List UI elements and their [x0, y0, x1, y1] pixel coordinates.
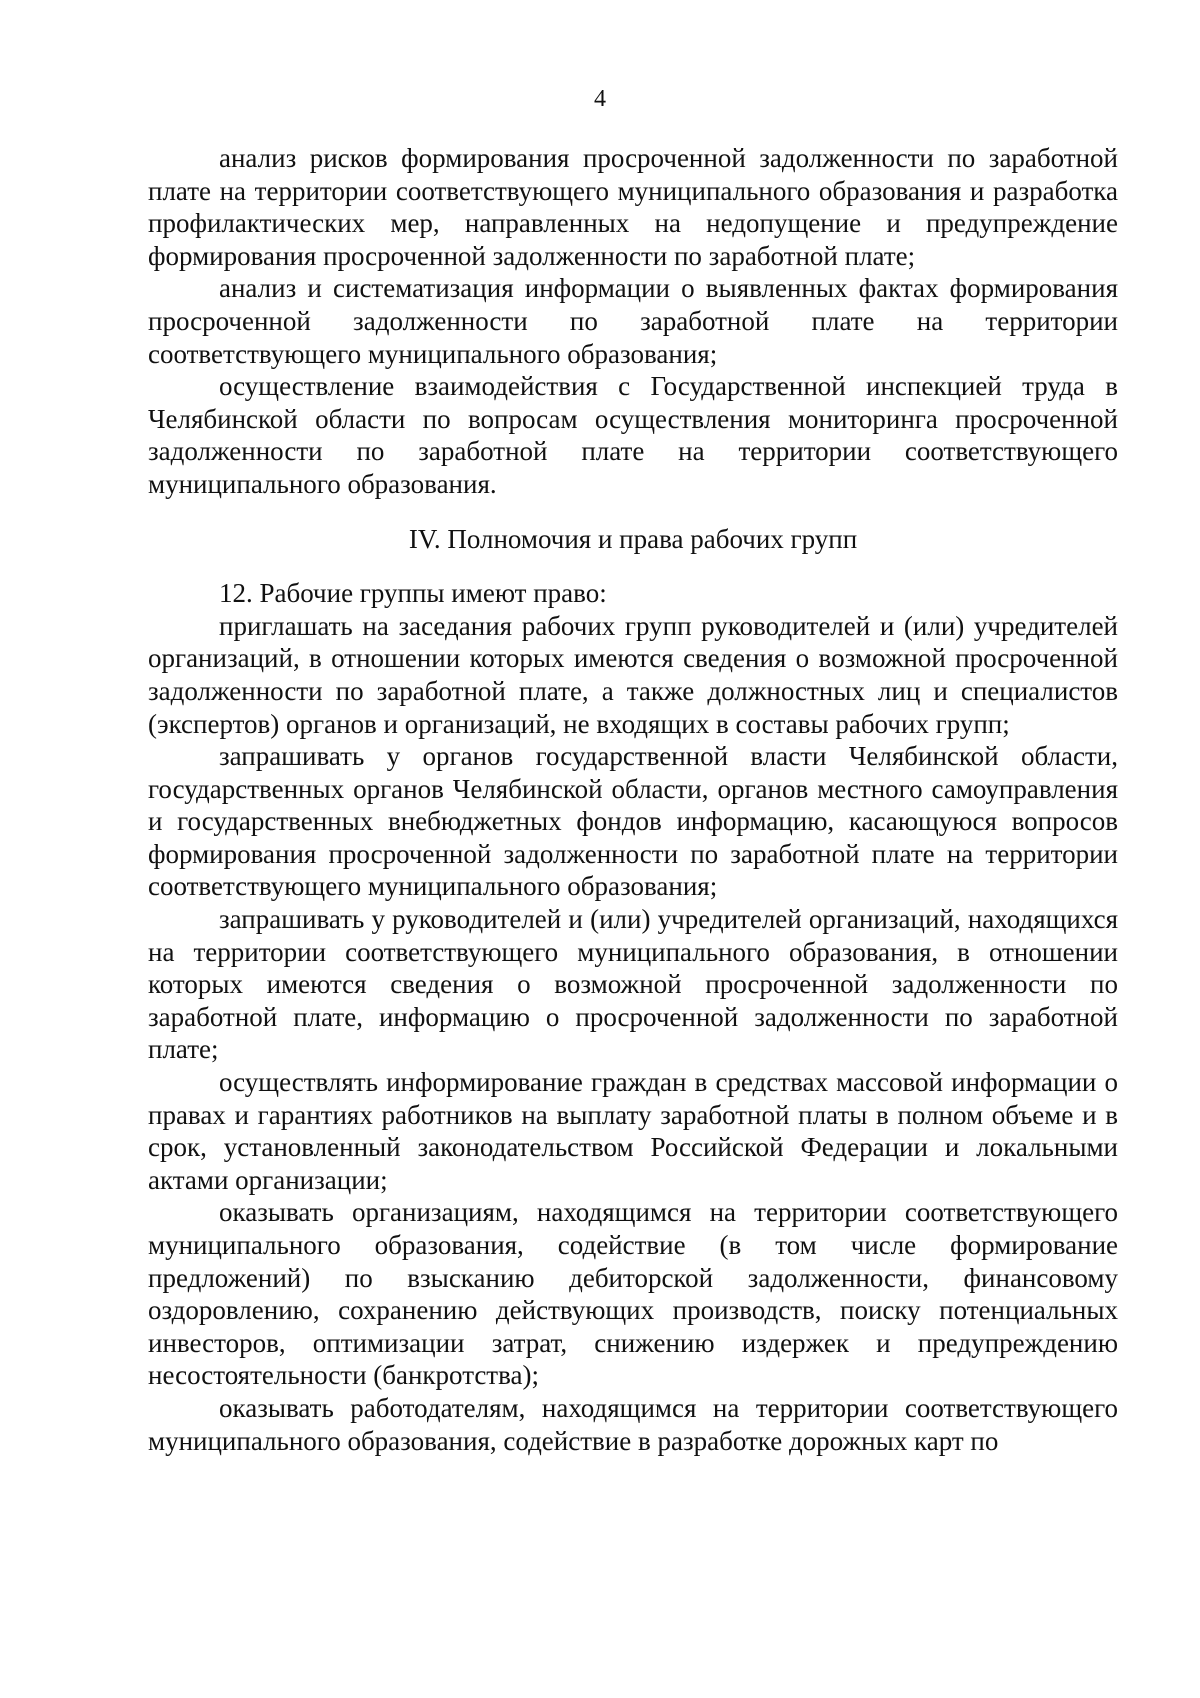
section-heading: IV. Полномочия и права рабочих групп	[408, 523, 858, 554]
paragraph: запрашивать у органов государственной власти Челябинской области, государственных органов Челябинской области, органов местного самоуправления и государственных внебюджетных фондов информацию, касающуюся вопросов формирования просроченной задолженности по заработной плате на территории соответствующего муниципального образования;	[148, 741, 1118, 902]
paragraph: анализ и систематизация информации о выявленных фактах формирования просроченной задолженности по заработной плате на территории соответствующего муниципального образования;	[148, 273, 1118, 369]
paragraph: запрашивать у руководителей и (или) учредителей организаций, находящихся на территории соответствующего муниципального образования, в отношении которых имеются сведения о возможной просроченной задолженности по заработной плате, информацию о просроченной задолженности по заработной плате;	[148, 904, 1118, 1065]
clause-title: 12. Рабочие группы имеют право:	[219, 578, 607, 609]
page-number: 4	[594, 86, 606, 112]
paragraph: приглашать на заседания рабочих групп руководителей и (или) учредителей организаций, в отношении которых имеются сведения о возможной просроченной задолженности по заработной плате, а также должностных лиц и специалистов (экспертов) органов и организаций, не входящих в составы рабочих групп;	[148, 610, 1118, 739]
paragraph: анализ рисков формирования просроченной задолженности по заработной плате на территории соответствующего муниципального образования и разработка профилактических мер, направленных на недопущение и предупреждение формирования просроченной задолженности по заработной плате;	[148, 143, 1118, 271]
paragraph: осуществлять информирование граждан в средствах массовой информации о правах и гарантиях работников на выплату заработной платы в полном объеме и в срок, установленный законодательством Российской Федерации и локальными актами организации;	[148, 1067, 1118, 1195]
paragraph: осуществление взаимодействия с Государственной инспекцией труда в Челябинской области по вопросам осуществления мониторинга просроченной задолженности по заработной плате на территории соответствующего муниципального образования.	[148, 371, 1118, 499]
paragraph: оказывать работодателям, находящимся на территории соответствующего муниципального образования, содействие в разработке дорожных карт по	[148, 1392, 1118, 1456]
paragraph: оказывать организациям, находящимся на территории соответствующего муниципального образования, содействие (в том числе формирование предложений) по взысканию дебиторской задолженности, финансовому оздоровлению, сохранению действующих производств, поиску потенциальных инвесторов, оптимизации затрат, снижению издержек и предупреждению несостоятельности (банкротства);	[148, 1197, 1118, 1391]
document-body	[148, 142, 1118, 1457]
